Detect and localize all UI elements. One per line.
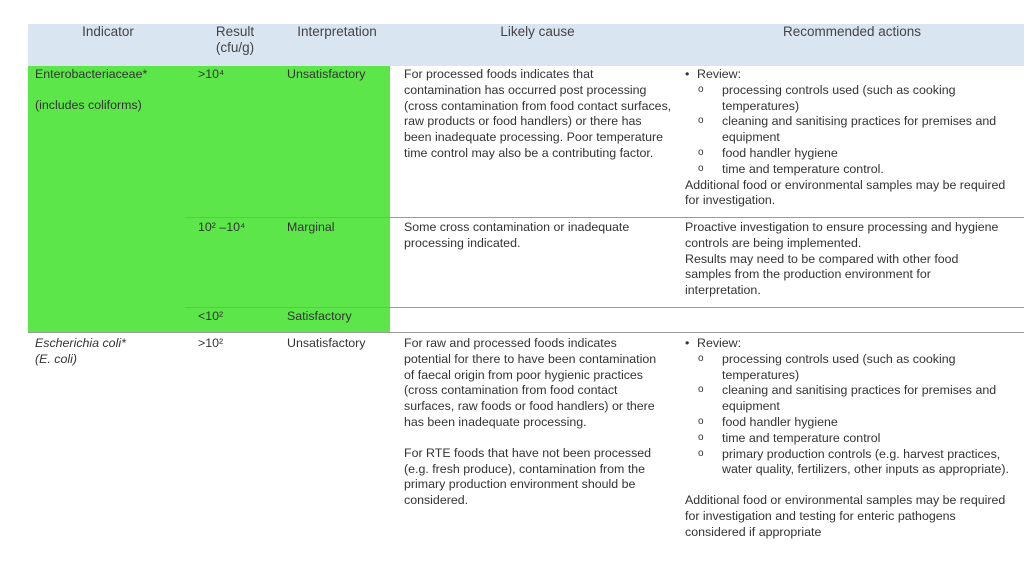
action-text: Proactive investigation to ensure processing and hygiene controls are being implemented. [685,220,999,250]
interpretation-value: Unsatisfactory [287,336,366,350]
header-recommended-actions: Recommended actions [782,24,922,39]
indicator-name: Enterobacteriaceae* [35,67,148,81]
result-value: 10² –10⁴ [198,220,246,234]
interpretation-value: Satisfactory [287,309,352,323]
additional-samples-note: Additional food or environmental samples may be required for investigation and testing for enteric pathogens considered if appropriate [685,493,1006,539]
interpretation-value: Marginal [287,220,335,234]
review-item: o time and temperature control [685,431,1010,447]
likely-cause-text [404,336,664,509]
review-item: o cleaning and sanitising practices for premises and equipment [685,383,1010,415]
result-value: >10⁴ [198,67,225,81]
row-divider [28,332,1024,333]
indicator-name: Escherichia coli* [35,336,126,350]
interpretation-value: Unsatisfactory [287,67,366,81]
action-text: Results may need to be compared with other food samples from the production environment for interpretation. [685,251,959,298]
indicator-enterobacteriaceae [35,67,185,114]
review-item: o primary production controls (e.g. harvest practices, water quality, fertilizers, other inputs as appropriate). [685,447,1010,479]
likely-cause-text: For processed foods indicates that contamination has occurred post processing (cross contamination from food contact surfaces, raw products or food handlers) or there has been inadequate processing. Poor temperature time control may also be a contributing factor. [404,67,672,160]
review-item: o food handler hygiene [685,415,1010,431]
result-value: <10² [198,309,224,323]
review-item: o time and temperature control. [685,162,1015,178]
review-item: o processing controls used (such as cooking temperatures) [685,83,1015,115]
indicator-note: (E. coli) [35,351,77,366]
cause-paragraph: For RTE foods that have not been processed (e.g. fresh produce), contamination from the primary production environment should be considered. [404,445,652,508]
review-item: o processing controls used (such as cooking temperatures) [685,352,1010,384]
header-likely-cause: Likely cause [500,24,575,39]
cause-paragraph: For raw and processed foods indicates potential for there to have been contamination of faecal origin from poor hygienic practices (cross contamination from food contact surfaces, raw foods or food handlers) or there has been inadequate processing. [404,336,657,429]
review-item: o cleaning and sanitising practices for premises and equipment [685,114,1015,146]
review-item: o food handler hygiene [685,146,1015,162]
likely-cause-text: Some cross contamination or inadequate processing indicated. [404,220,630,250]
recommended-actions [685,220,1005,299]
indicator-ecoli [35,336,185,368]
review-bullet: • Review: [685,67,1015,83]
recommended-actions [685,67,1015,209]
header-result: Result (cfu/g) [215,24,255,55]
review-bullet: • Review: [685,336,1010,352]
indicator-note: (includes coliforms) [35,97,142,112]
additional-samples-note: Additional food or environmental samples may be required for investigation. [685,177,1006,208]
header-indicator: Indicator [82,24,134,39]
row-divider [185,307,1024,308]
row-divider [185,217,1024,218]
header-interpretation: Interpretation [297,24,377,39]
recommended-actions [685,336,1010,554]
result-value: >10² [198,336,224,350]
